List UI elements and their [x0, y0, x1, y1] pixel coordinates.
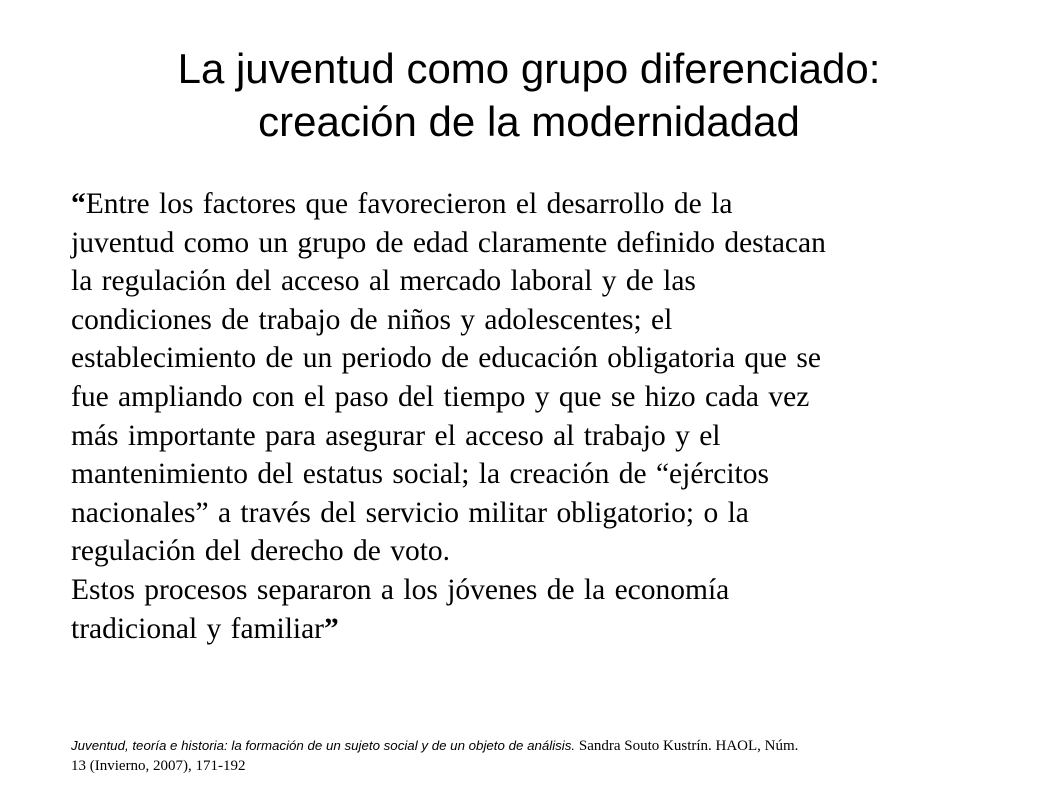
- quote-line-text: Entre los factores que favorecieron el desarrollo de la: [85, 188, 733, 220]
- quote-line: juventud como un grupo de edad claramente definido destacan: [71, 226, 826, 259]
- close-quote-mark: ”: [324, 612, 339, 645]
- citation: [71, 736, 1031, 776]
- quote-line: Estos procesos separaron a los jóvenes de la economía: [71, 573, 730, 606]
- quote-line: [71, 610, 1036, 649]
- quote-line: establecimiento de un periodo de educación obligatoria que se: [71, 342, 821, 375]
- quote-line: [71, 185, 1036, 224]
- quote-line: nacionales” a través del servicio militar obligatorio; o la: [71, 496, 749, 529]
- title-line: La juventud como grupo diferenciado:: [177, 45, 881, 92]
- citation-line: [71, 736, 1031, 757]
- citation-line: 13 (Invierno, 2007), 171-192: [71, 757, 246, 774]
- slide-title: [40, 42, 1018, 148]
- quote-line: regulación del derecho de voto.: [71, 535, 451, 568]
- quote-line: fue ampliando con el paso del tiempo y que se hizo cada vez: [71, 380, 810, 413]
- quote-line: la regulación del acceso al mercado laboral y de las: [71, 265, 696, 298]
- citation-author-source: Sandra Souto Kustrín. HAOL, Núm.: [575, 738, 799, 754]
- quote-line-text: tradicional y familiar: [71, 612, 325, 645]
- citation-work-title: Juventud, teoría e historia: la formación de un sujeto social y de un objeto de análisis.: [71, 738, 576, 753]
- quote-line: más importante para asegurar el acceso al trabajo y el: [71, 419, 721, 452]
- open-quote-mark: “: [71, 188, 86, 220]
- quote-line: condiciones de trabajo de niños y adolescentes; el: [71, 303, 673, 336]
- quote-line: mantenimiento del estatus social; la creación de “ejércitos: [71, 458, 769, 491]
- quote-block: [71, 185, 1036, 648]
- title-line: creación de la modernidadad: [258, 98, 800, 145]
